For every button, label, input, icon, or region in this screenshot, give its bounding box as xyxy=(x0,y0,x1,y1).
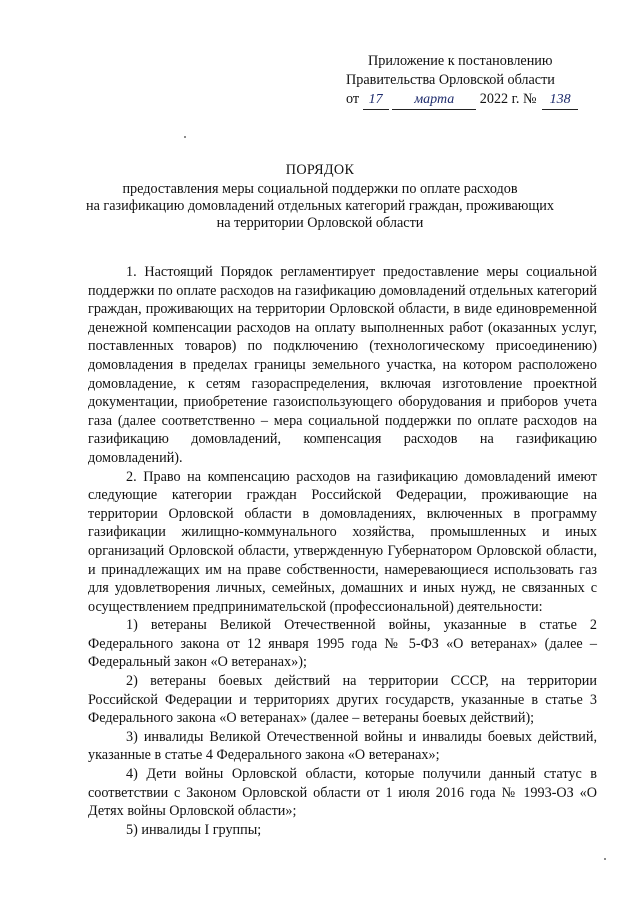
date-prefix: от xyxy=(346,91,360,107)
paragraph-1: 1. Настоящий Порядок регламентирует предоставление меры социальной поддержки по оплате расходов на газификацию домовладений отдельных категорий граждан, проживающих на территории Орловской области, в виде единовременной денежной компенсации расходов на оплату выполненных работ (оказанных услуг, поставленных товаров) по подключению (технологическому присоединению) домовладения в пределах границы земельного участка, на котором расположено домовладение, к сетям газораспределения, включая изготовление проектной документации, приобретение газоиспользующего оборудования и приборов учета газа (далее соответственно – мера социальной поддержки по оплате расходов на газификацию домовладений, компенсация расходов на газификацию домовладений). xyxy=(88,264,597,466)
list-item-1: 1) ветераны Великой Отечественной войны, указанные в статье 2 Федерального закона от 12 января 1995 года № 5-ФЗ «О ветеранах» (далее – Федеральный закон «О ветеранах»); xyxy=(88,617,597,671)
document-heading xyxy=(70,162,570,232)
list-item-5: 5) инвалиды I группы; xyxy=(126,821,262,838)
document-body xyxy=(88,263,597,839)
approval-date-line xyxy=(346,90,606,110)
subtitle-line-3: на территории Орловской области xyxy=(216,215,424,231)
list-item-3: 3) инвалиды Великой Отечественной войны и инвалиды боевых действий, указанные в статье 4 Федерального закона «О ветеранах»; xyxy=(88,728,597,764)
list-item-2: 2) ветераны боевых действий на территории СССР, на территории Российской Федерации и территориях других государств, указанные в статье 3 Федерального закона «О ветеранах» (далее – ветераны боевых действий); xyxy=(88,673,597,727)
scan-speck xyxy=(184,136,186,138)
paragraph-2: 2. Право на компенсацию расходов на газификацию домовладений имеют следующие категории граждан Российской Федерации, проживающие на территории Орловской области в домовладениях, включенных в программу газификации жилищно-коммунального хозяйства, промышленных и иных организаций Орловской области, утвержденную Губернатором Орловской области, и принадлежащих им на праве собственности, намеревающиеся использовать газ для удовлетворения личных, семейных, домашних и иных нужд, не связанных с осуществлением предпринимательской (профессиональной) деятельности: xyxy=(88,468,597,615)
handwritten-day: 17 xyxy=(363,90,389,110)
list-item-4: 4) Дети войны Орловской области, которые получили данный статус в соответствии с Законом Орловской области от 1 июля 2016 года № 1993-ОЗ «О Детях войны Орловской области»; xyxy=(88,766,597,820)
subtitle-line-2: на газификацию домовладений отдельных категорий граждан, проживающих xyxy=(86,198,554,214)
year-text: 2022 г. № xyxy=(479,91,537,107)
document-title: ПОРЯДОК xyxy=(285,162,355,178)
subtitle-line-1: предоставления меры социальной поддержки по оплате расходов xyxy=(122,181,518,197)
approval-line-1: Приложение к постановлению xyxy=(368,53,553,69)
approval-line-2: Правительства Орловской области xyxy=(346,72,555,88)
handwritten-month: марта xyxy=(392,90,476,110)
approval-block xyxy=(346,52,606,110)
scan-speck xyxy=(604,858,606,860)
handwritten-number: 138 xyxy=(542,90,578,110)
